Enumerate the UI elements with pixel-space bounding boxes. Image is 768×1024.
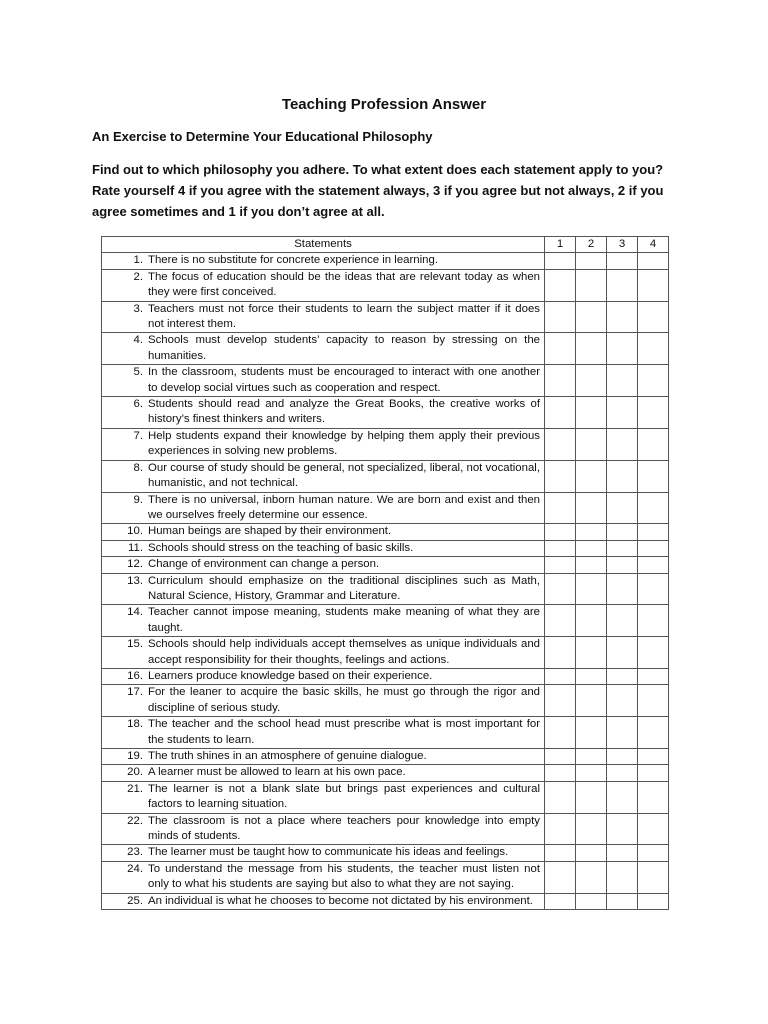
table-row <box>102 717 669 749</box>
rating-2-cell[interactable] <box>576 253 607 269</box>
rating-4-cell[interactable] <box>638 540 669 556</box>
rating-2-cell[interactable] <box>576 765 607 781</box>
statement-text: Teachers must not force their students to learn the subject matter if it does not interest them. <box>148 302 540 331</box>
statement-text: Teacher cannot impose meaning, students make meaning of what they are taught. <box>148 606 540 634</box>
exercise-subtitle: An Exercise to Determine Your Educational Philosophy <box>92 129 433 144</box>
rating-3-cell[interactable] <box>607 492 638 524</box>
rating-2-cell[interactable] <box>576 397 607 429</box>
rating-1-cell[interactable] <box>545 428 576 460</box>
rating-2-cell[interactable] <box>576 781 607 813</box>
rating-3-header: 3 <box>607 237 638 253</box>
statement-cell <box>102 365 545 397</box>
statement-cell <box>102 460 545 492</box>
rating-1-cell[interactable] <box>545 524 576 540</box>
rating-1-cell[interactable] <box>545 365 576 397</box>
statement-number: 24. <box>127 862 143 875</box>
rating-1-cell[interactable] <box>545 540 576 556</box>
rating-1-cell[interactable] <box>545 668 576 684</box>
table-row <box>102 365 669 397</box>
rating-1-header: 1 <box>545 237 576 253</box>
rating-3-cell[interactable] <box>607 428 638 460</box>
rating-2-cell[interactable] <box>576 845 607 861</box>
statement-text: Students should read and analyze the Great Books, the creative works of history’s finest thinkers and writers. <box>148 398 540 426</box>
statement-cell <box>102 269 545 301</box>
statement-number: 14. <box>127 606 143 619</box>
rating-1-cell[interactable] <box>545 861 576 893</box>
statement-number: 22. <box>127 814 143 827</box>
rating-4-cell[interactable] <box>638 605 669 637</box>
statement-cell <box>102 397 545 429</box>
rating-2-header: 2 <box>576 237 607 253</box>
rating-1-cell[interactable] <box>545 301 576 333</box>
rating-3-cell[interactable] <box>607 269 638 301</box>
rating-3-cell[interactable] <box>607 397 638 429</box>
statement-cell <box>102 492 545 524</box>
statement-text: Human beings are shaped by their environment. <box>148 525 392 538</box>
statement-number: 18. <box>127 718 143 731</box>
rating-4-header: 4 <box>638 237 669 253</box>
statement-number: 1. <box>133 254 143 267</box>
instructions-paragraph: Find out to which philosophy you adhere. To what extent does each statement apply to you? Rate yourself 4 if you agree with the statement always, 3 if you agree but not always, 2 if you agree sometimes and 1 if you don’t agree at all. <box>92 162 664 219</box>
table-row <box>102 573 669 605</box>
rating-3-cell[interactable] <box>607 813 638 845</box>
rating-2-cell[interactable] <box>576 813 607 845</box>
rating-3-cell[interactable] <box>607 524 638 540</box>
rating-3-cell[interactable] <box>607 637 638 669</box>
rating-1-cell[interactable] <box>545 557 576 573</box>
statement-text: Schools must develop students’ capacity to reason by stressing on the humanities. <box>148 334 540 362</box>
statement-text: Learners produce knowledge based on their experience. <box>148 669 433 682</box>
rating-3-cell[interactable] <box>607 301 638 333</box>
table-row <box>102 428 669 460</box>
table-row <box>102 269 669 301</box>
rating-3-cell[interactable] <box>607 749 638 765</box>
statement-cell <box>102 637 545 669</box>
statement-number: 5. <box>133 366 143 379</box>
rating-1-cell[interactable] <box>545 269 576 301</box>
statement-text: Schools should help individuals accept themselves as unique individuals and accept responsibility for their thoughts, feelings and actions. <box>148 638 540 666</box>
rating-2-cell[interactable] <box>576 605 607 637</box>
rating-3-cell[interactable] <box>607 253 638 269</box>
rating-1-cell[interactable] <box>545 765 576 781</box>
rating-3-cell[interactable] <box>607 333 638 365</box>
rating-3-cell[interactable] <box>607 605 638 637</box>
statement-cell <box>102 428 545 460</box>
rating-1-cell[interactable] <box>545 845 576 861</box>
rating-4-cell[interactable] <box>638 524 669 540</box>
statement-number: 4. <box>133 334 143 347</box>
rating-4-cell[interactable] <box>638 333 669 365</box>
table-row <box>102 397 669 429</box>
statement-text: A learner must be allowed to learn at his own pace. <box>148 766 406 779</box>
philosophy-rating-table <box>101 236 669 910</box>
statement-number: 7. <box>133 429 143 442</box>
statement-cell <box>102 813 545 845</box>
rating-4-cell[interactable] <box>638 668 669 684</box>
rating-4-cell[interactable] <box>638 813 669 845</box>
rating-4-cell[interactable] <box>638 460 669 492</box>
rating-4-cell[interactable] <box>638 253 669 269</box>
rating-4-cell[interactable] <box>638 557 669 573</box>
table-row <box>102 460 669 492</box>
rating-1-cell[interactable] <box>545 749 576 765</box>
rating-2-cell[interactable] <box>576 668 607 684</box>
statement-number: 3. <box>133 302 143 315</box>
rating-1-cell[interactable] <box>545 893 576 909</box>
table-row <box>102 301 669 333</box>
rating-3-cell[interactable] <box>607 717 638 749</box>
rating-1-cell[interactable] <box>545 685 576 717</box>
rating-2-cell[interactable] <box>576 301 607 333</box>
rating-4-cell[interactable] <box>638 861 669 893</box>
statement-text: The truth shines in an atmosphere of genuine dialogue. <box>148 750 427 762</box>
statement-cell <box>102 781 545 813</box>
rating-1-cell[interactable] <box>545 781 576 813</box>
rating-1-cell[interactable] <box>545 397 576 429</box>
statement-cell <box>102 765 545 781</box>
table-row <box>102 253 669 269</box>
statement-text: There is no substitute for concrete experience in learning. <box>148 254 438 267</box>
table-row <box>102 333 669 365</box>
statement-cell <box>102 557 545 573</box>
statement-cell <box>102 605 545 637</box>
rating-4-cell[interactable] <box>638 765 669 781</box>
statement-number: 6. <box>133 398 143 411</box>
rating-4-cell[interactable] <box>638 637 669 669</box>
table-row <box>102 540 669 556</box>
statement-number: 20. <box>127 766 143 779</box>
statement-number: 25. <box>127 894 143 907</box>
rating-1-cell[interactable] <box>545 253 576 269</box>
table-row <box>102 524 669 540</box>
statement-number: 15. <box>127 638 143 651</box>
statement-text: The focus of education should be the ideas that are relevant today as when they were first conceived. <box>148 270 540 299</box>
table-row <box>102 492 669 524</box>
rating-4-cell[interactable] <box>638 492 669 524</box>
statement-number: 9. <box>133 493 143 506</box>
rating-3-cell[interactable] <box>607 893 638 909</box>
rating-2-cell[interactable] <box>576 269 607 301</box>
statement-text: There is no universal, inborn human nature. We are born and exist and then we ourselves freely determine our essence. <box>148 493 540 521</box>
statement-text: The classroom is not a place where teachers pour knowledge into empty minds of students. <box>148 814 540 843</box>
table-row <box>102 605 669 637</box>
rating-1-cell[interactable] <box>545 717 576 749</box>
rating-4-cell[interactable] <box>638 397 669 429</box>
statement-number: 19. <box>127 750 143 762</box>
statement-number: 8. <box>133 461 143 474</box>
rating-2-cell[interactable] <box>576 492 607 524</box>
document-title: Teaching Profession Answer <box>281 96 487 113</box>
table-row <box>102 893 669 909</box>
rating-1-cell[interactable] <box>545 460 576 492</box>
rating-3-cell[interactable] <box>607 685 638 717</box>
rating-2-cell[interactable] <box>576 365 607 397</box>
statement-number: 11. <box>128 541 143 554</box>
rating-4-cell[interactable] <box>638 428 669 460</box>
rating-2-cell[interactable] <box>576 717 607 749</box>
rating-4-cell[interactable] <box>638 269 669 301</box>
statement-cell <box>102 717 545 749</box>
rating-1-cell[interactable] <box>545 333 576 365</box>
statement-cell <box>102 540 545 556</box>
table-row <box>102 813 669 845</box>
rating-4-cell[interactable] <box>638 573 669 605</box>
rating-1-cell[interactable] <box>545 573 576 605</box>
statement-number: 21. <box>127 782 143 795</box>
statement-text: For the leaner to acquire the basic skills, he must go through the rigor and discipline of serious study. <box>148 686 540 714</box>
rating-3-cell[interactable] <box>607 573 638 605</box>
statement-cell <box>102 668 545 684</box>
rating-2-cell[interactable] <box>576 861 607 893</box>
statement-cell <box>102 573 545 605</box>
statement-number: 2. <box>133 270 143 283</box>
statement-text: Curriculum should emphasize on the traditional disciplines such as Math, Natural Science, History, Grammar and Literature. <box>148 574 540 602</box>
rating-2-cell[interactable] <box>576 749 607 765</box>
statement-cell <box>102 893 545 909</box>
rating-2-cell[interactable] <box>576 524 607 540</box>
statement-text: Our course of study should be general, not specialized, liberal, not vocational, humanistic, and not technical. <box>148 461 540 490</box>
rating-4-cell[interactable] <box>638 845 669 861</box>
rating-3-cell[interactable] <box>607 861 638 893</box>
rating-1-cell[interactable] <box>545 605 576 637</box>
statement-text: Change of environment can change a person. <box>148 558 380 571</box>
table-row <box>102 749 669 765</box>
statement-number: 10. <box>127 525 143 538</box>
rating-1-cell[interactable] <box>545 813 576 845</box>
statement-text: The learner must be taught how to communicate his ideas and feelings. <box>148 846 509 859</box>
statement-number: 23. <box>127 846 143 859</box>
statements-header: Statements <box>102 237 545 253</box>
rating-4-cell[interactable] <box>638 717 669 749</box>
statement-cell <box>102 685 545 717</box>
rating-3-cell[interactable] <box>607 540 638 556</box>
statement-cell <box>102 524 545 540</box>
table-header-row <box>102 237 669 253</box>
rating-2-cell[interactable] <box>576 573 607 605</box>
rating-3-cell[interactable] <box>607 781 638 813</box>
rating-3-cell[interactable] <box>607 845 638 861</box>
statement-text: Schools should stress on the teaching of basic skills. <box>148 541 414 554</box>
table-row <box>102 781 669 813</box>
rating-4-cell[interactable] <box>638 301 669 333</box>
table-row <box>102 557 669 573</box>
table-row <box>102 861 669 893</box>
statement-cell <box>102 253 545 269</box>
table-row <box>102 685 669 717</box>
statement-number: 13. <box>127 574 143 587</box>
statement-cell <box>102 301 545 333</box>
rating-3-cell[interactable] <box>607 557 638 573</box>
statement-cell <box>102 333 545 365</box>
statement-cell <box>102 749 545 765</box>
statement-number: 12. <box>127 558 143 571</box>
rating-2-cell[interactable] <box>576 540 607 556</box>
rating-2-cell[interactable] <box>576 685 607 717</box>
rating-4-cell[interactable] <box>638 781 669 813</box>
rating-3-cell[interactable] <box>607 365 638 397</box>
statement-text: The teacher and the school head must prescribe what is most important for the students to learn. <box>148 718 540 746</box>
rating-4-cell[interactable] <box>638 685 669 717</box>
rating-2-cell[interactable] <box>576 893 607 909</box>
rating-2-cell[interactable] <box>576 637 607 669</box>
rating-4-cell[interactable] <box>638 893 669 909</box>
rating-4-cell[interactable] <box>638 365 669 397</box>
statement-text: In the classroom, students must be encouraged to interact with one another to develop social virtues such as cooperation and respect. <box>148 366 540 394</box>
table-row <box>102 668 669 684</box>
rating-1-cell[interactable] <box>545 637 576 669</box>
statement-cell <box>102 845 545 861</box>
rating-3-cell[interactable] <box>607 765 638 781</box>
statement-text: The learner is not a blank slate but brings past experiences and cultural factors to learning situation. <box>148 782 540 811</box>
rating-2-cell[interactable] <box>576 428 607 460</box>
rating-3-cell[interactable] <box>607 460 638 492</box>
statement-text: Help students expand their knowledge by helping them apply their previous experiences in solving new problems. <box>148 429 540 458</box>
statement-text: An individual is what he chooses to become not dictated by his environment. <box>148 894 533 907</box>
rating-2-cell[interactable] <box>576 333 607 365</box>
rating-2-cell[interactable] <box>576 460 607 492</box>
rating-1-cell[interactable] <box>545 492 576 524</box>
statement-cell <box>102 861 545 893</box>
statement-number: 17. <box>127 686 143 699</box>
statement-number: 16. <box>127 669 143 682</box>
rating-2-cell[interactable] <box>576 557 607 573</box>
rating-3-cell[interactable] <box>607 668 638 684</box>
table-row <box>102 845 669 861</box>
table-row <box>102 637 669 669</box>
statement-text: To understand the message from his students, the teacher must listen not only to what his students are saying but also to what they are not saying. <box>148 862 540 891</box>
rating-4-cell[interactable] <box>638 749 669 765</box>
table-row <box>102 765 669 781</box>
